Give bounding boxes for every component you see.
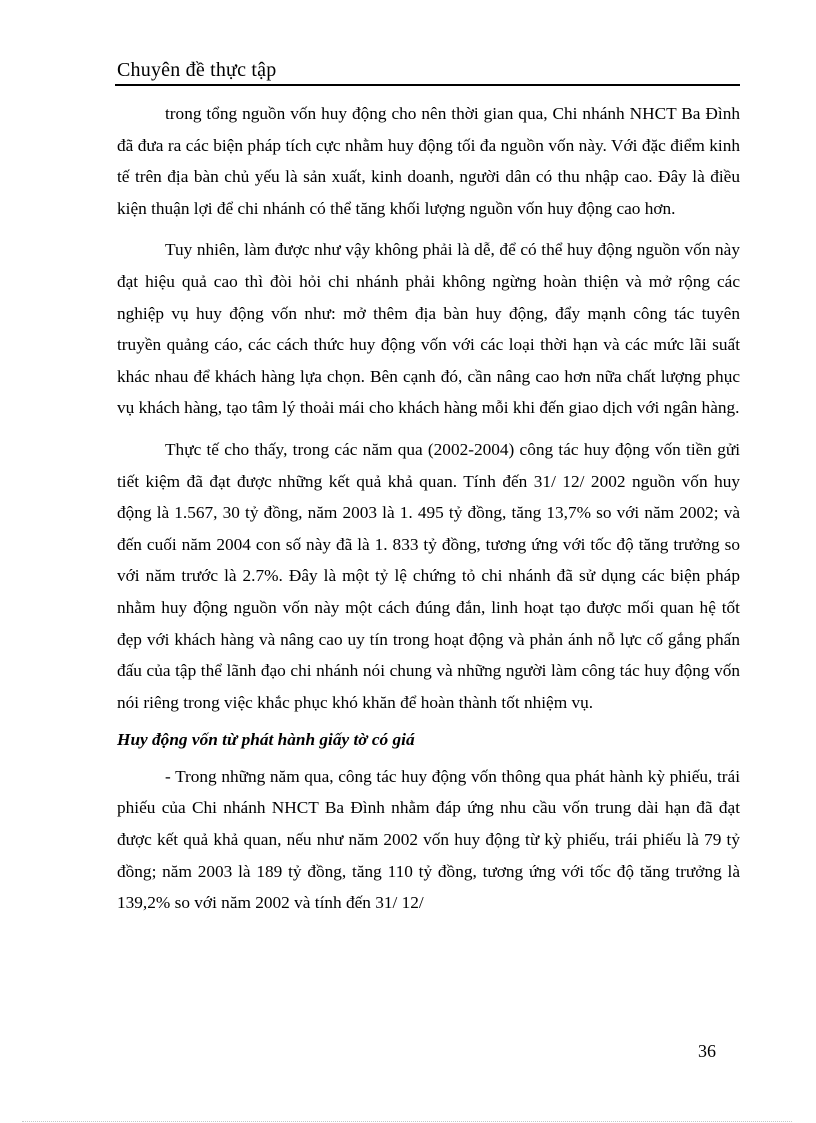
page-number: 36 [698, 1041, 716, 1061]
paragraph-4: - Trong những năm qua, công tác huy động vốn thông qua phát hành kỳ phiếu, trái phiếu của Chi nhánh NHCT Ba Đình nhằm đáp ứng nhu cầu vốn trung dài hạn đã đạt được kết quả khả quan, nếu như năm 2002 vốn huy động từ kỳ phiếu, trái phiếu là 79 tỷ đồng; năm 2003 là 189 tỷ đồng, tăng 110 tỷ đồng, tương ứng với tốc độ tăng trưởng là 139,2% so với năm 2002 và tính đến 31/ 12/ [117, 766, 740, 913]
paragraph-1: trong tổng nguồn vốn huy động cho nên thời gian qua, Chi nhánh NHCT Ba Đình đã đưa ra các biện pháp tích cực nhằm huy động tối đa nguồn vốn này. Với đặc điểm kinh tế trên địa bàn chủ yếu là sản xuất, kinh doanh, người dân có thu nhập cao. Đây là điều kiện thuận lợi để chi nhánh có thể tăng khối lượng nguồn vốn huy động cao hơn. [117, 104, 740, 218]
footer-divider [22, 1121, 792, 1122]
document-body [117, 98, 740, 919]
section-heading: Huy động vốn từ phát hành giấy tờ có giá [117, 730, 415, 750]
paragraph-3: Thực tế cho thấy, trong các năm qua (2002-2004) công tác huy động vốn tiền gửi tiết kiệm đã đạt được những kết quả khả quan. Tính đến 31/ 12/ 2002 nguồn vốn huy động là 1.567, 30 tỷ đồng, năm 2003 là 1. 495 tỷ đồng, tăng 13,7% so với năm 2002; và đến cuối năm 2004 con số này đã là 1. 833 tỷ đồng, tương ứng với tốc độ tăng trưởng so với năm trước là 2.7%. Đây là một tỷ lệ chứng tỏ chi nhánh đã sử dụng các biện pháp nhằm huy động nguồn vốn này một cách đúng đắn, linh hoạt tạo được mối quan hệ tốt đẹp với khách hàng và nâng cao uy tín trong hoạt động và phản ánh nỗ lực cố gắng phấn đấu của tập thể lãnh đạo chi nhánh nói chung và những người làm công tác huy động vốn nói riêng trong việc khắc phục khó khăn để hoàn thành tốt nhiệm vụ. [117, 439, 740, 712]
paragraph-2: Tuy nhiên, làm được như vậy không phải là dễ, để có thể huy động nguồn vốn này đạt hiệu quả cao thì đòi hỏi chi nhánh phải không ngừng hoàn thiện và mở rộng các nghiệp vụ huy động vốn như: mở thêm địa bàn huy động, đẩy mạnh công tác tuyên truyền quảng cáo, các cách thức huy động vốn với các loại thời hạn và các mức lãi suất khác nhau để khách hàng lựa chọn. Bên cạnh đó, cần nâng cao hơn nữa chất lượng phục vụ khách hàng, tạo tâm lý thoải mái cho khách hàng mỗi khi đến giao dịch với ngân hàng. [117, 240, 740, 418]
header-divider [115, 84, 740, 86]
page-header-title: Chuyên đề thực tập [117, 59, 277, 81]
